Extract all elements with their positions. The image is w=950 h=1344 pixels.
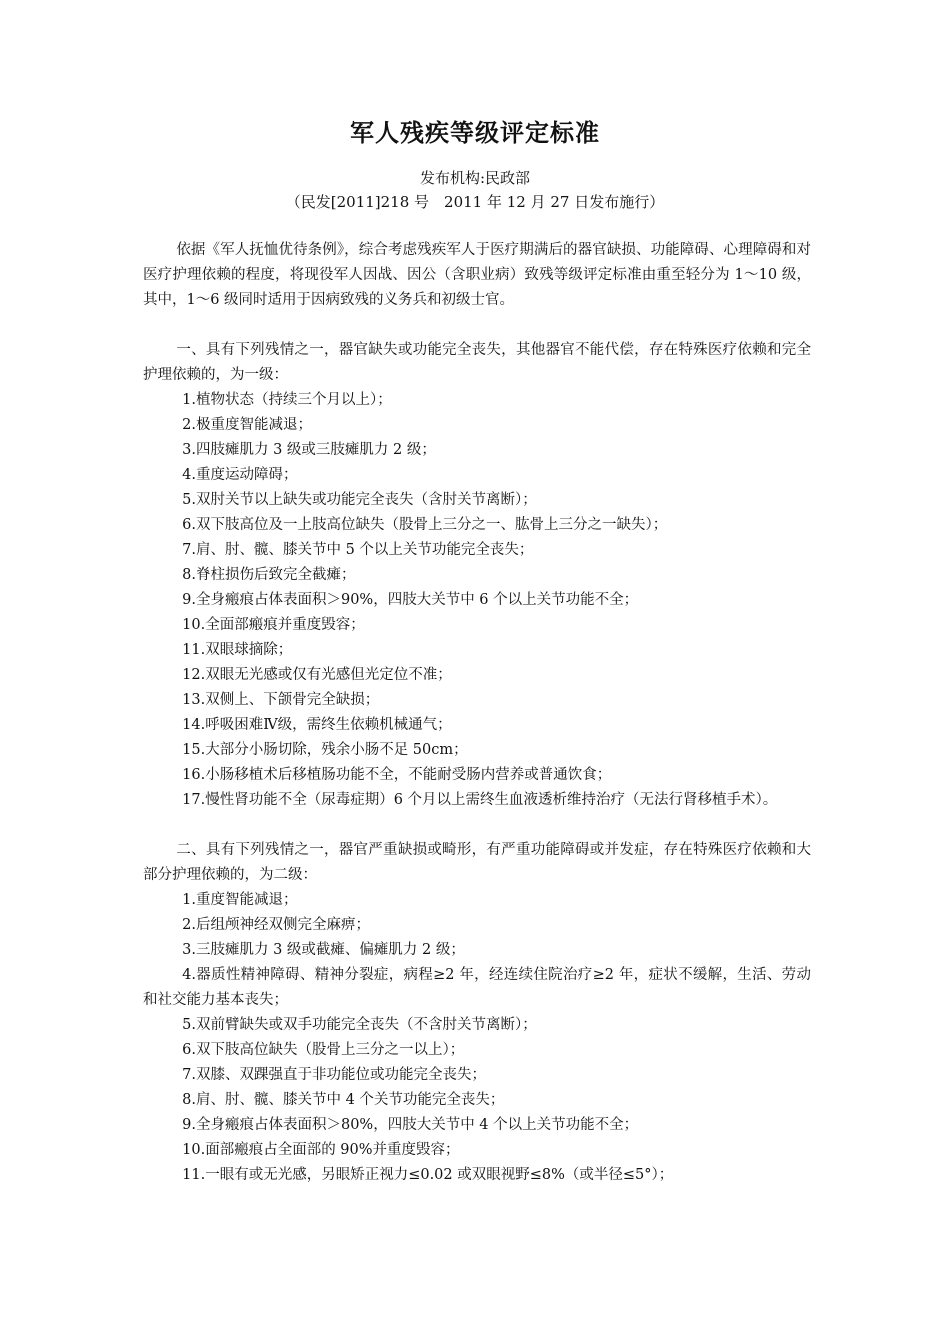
list-item: 3.四肢瘫肌力 3 级或三肢瘫肌力 2 级； <box>182 442 436 458</box>
section-heading: 一、具有下列残情之一，器官缺失或功能完全丧失，其他器官不能代偿，存在特殊医疗依赖和完全护理依赖的，为一级： <box>143 342 811 383</box>
list-item: 17.慢性肾功能不全（尿毒症期）6 个月以上需终生血液透析维持治疗（无法行肾移植手术）。 <box>182 792 778 808</box>
list-item: 9.全身瘢痕占体表面积＞90%，四肢大关节中 6 个以上关节功能不全； <box>182 592 639 608</box>
list-item: 8.脊柱损伤后致完全截瘫； <box>182 567 356 583</box>
list-item: 7.双膝、双踝强直于非功能位或功能完全丧失； <box>182 1067 486 1083</box>
item-list <box>143 888 811 1188</box>
list-item: 15.大部分小肠切除，残余小肠不足 50cm； <box>182 742 468 758</box>
list-item: 2.极重度智能减退； <box>182 417 312 433</box>
list-item: 10.面部瘢痕占全面部的 90%并重度毁容； <box>182 1142 460 1158</box>
list-item: 1.重度智能减退； <box>182 892 298 908</box>
intro-paragraph: 依据《军人抚恤优待条例》，综合考虑残疾军人于医疗期满后的器官缺损、功能障碍、心理障碍和对医疗护理依赖的程度，将现役军人因战、因公（含职业病）致残等级评定标准由重至轻分为 1～10 级，其中，1～6 级同时适用于因病致残的义务兵和初级士官。 <box>143 242 811 308</box>
list-item: 9.全身瘢痕占体表面积＞80%，四肢大关节中 4 个以上关节功能不全； <box>182 1117 639 1133</box>
list-item: 3.三肢瘫肌力 3 级或截瘫、偏瘫肌力 2 级； <box>182 942 465 958</box>
list-item: 4.器质性精神障碍、精神分裂症，病程≥2 年，经连续住院治疗≥2 年，症状不缓解，生活、劳动和社交能力基本丧失； <box>143 967 811 1008</box>
list-item: 14.呼吸困难Ⅳ级，需终生依赖机械通气； <box>182 717 452 733</box>
list-item: 5.双前臂缺失或双手功能完全丧失（不含肘关节离断）； <box>182 1017 537 1033</box>
list-item: 1.植物状态（持续三个月以上）； <box>182 392 392 408</box>
list-item: 10.全面部瘢痕并重度毁容； <box>182 617 365 633</box>
list-item: 12.双眼无光感或仅有光感但光定位不准； <box>182 667 452 683</box>
publisher-line: 发布机构:民政部 <box>419 169 531 187</box>
document-number-line: （民发[2011]218 号 2011 年 12 月 27 日发布施行） <box>285 193 665 211</box>
list-item: 11.双眼球摘除； <box>182 642 293 658</box>
list-item: 7.肩、肘、髋、膝关节中 5 个以上关节功能完全丧失； <box>182 542 534 558</box>
list-item: 13.双侧上、下颌骨完全缺损； <box>182 692 380 708</box>
list-item: 16.小肠移植术后移植肠功能不全，不能耐受肠内营养或普通饮食； <box>182 767 612 783</box>
list-item: 8.肩、肘、髋、膝关节中 4 个关节功能完全丧失； <box>182 1092 505 1108</box>
document-title: 军人残疾等级评定标准 <box>350 119 600 147</box>
section-grade-2 <box>143 838 811 1188</box>
list-item: 6.双下肢高位缺失（股骨上三分之一以上）； <box>182 1042 465 1058</box>
section-heading: 二、具有下列残情之一，器官严重缺损或畸形，有严重功能障碍或并发症，存在特殊医疗依赖和大部分护理依赖的，为二级： <box>143 842 811 883</box>
list-item: 6.双下肢高位及一上肢高位缺失（股骨上三分之一、肱骨上三分之一缺失）； <box>182 517 668 533</box>
section-grade-1 <box>143 338 811 813</box>
list-item: 5.双肘关节以上缺失或功能完全丧失（含肘关节离断）； <box>182 492 537 508</box>
list-item: 4.重度运动障碍； <box>182 467 298 483</box>
document-body <box>143 238 811 1188</box>
item-list <box>143 388 811 813</box>
list-item: 11.一眼有或无光感，另眼矫正视力≤0.02 或双眼视野≤8%（或半径≤5°）； <box>182 1167 674 1183</box>
list-item: 2.后组颅神经双侧完全麻痹； <box>182 917 370 933</box>
